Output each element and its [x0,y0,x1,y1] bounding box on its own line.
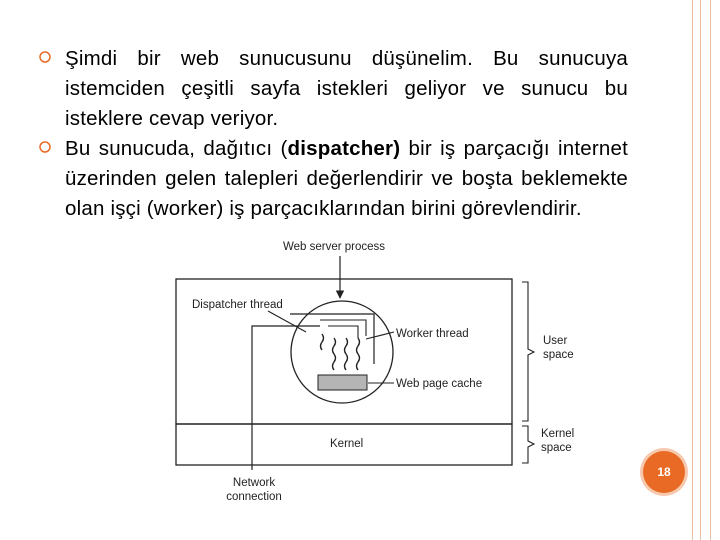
user-space-brace [522,282,534,421]
kernel-space-label: Kernel space [541,428,575,454]
dispatcher-label: Dispatcher thread [192,299,283,311]
page-number-badge: 18 [643,451,685,493]
worker-thread-3 [357,338,360,370]
bullet-text-2-before: Bu sunucuda, dağıtıcı ( [65,137,288,160]
worker-thread-1 [333,338,336,370]
worker-label: Worker thread [396,328,469,340]
process-label: Web server process [283,241,386,253]
bullet-text-1: Şimdi bir web sunucusunu düşünelim. Bu sunucuya istemciden çeşitli sayfa istekleri geliyor ve sunucu bu isteklere cevap veriyor. [65,47,628,130]
network-label: Network connection [226,477,282,503]
dispatcher-path [290,314,374,364]
dispatcher-thread-wave [321,334,324,350]
dispatcher-inner-path [328,326,358,338]
dispatcher-inner-path-2 [320,320,366,336]
user-space-label: User space [543,335,574,361]
bullet-text-2-after: bir iş parçacığı internet üzerinden gelen talepleri değerlendirir ve boşta beklemekte olan işçi (worker) iş parçacıklarından birini görevlendirir. [65,137,628,220]
kernel-space-brace [522,426,534,463]
web-page-cache-box [318,375,367,390]
bullet-text-2-bold: dispatcher) [287,137,401,160]
network-connection-path [252,326,320,470]
cache-label: Web page cache [396,378,483,390]
worker-thread-2 [345,338,348,370]
kernel-label: Kernel [330,438,364,450]
